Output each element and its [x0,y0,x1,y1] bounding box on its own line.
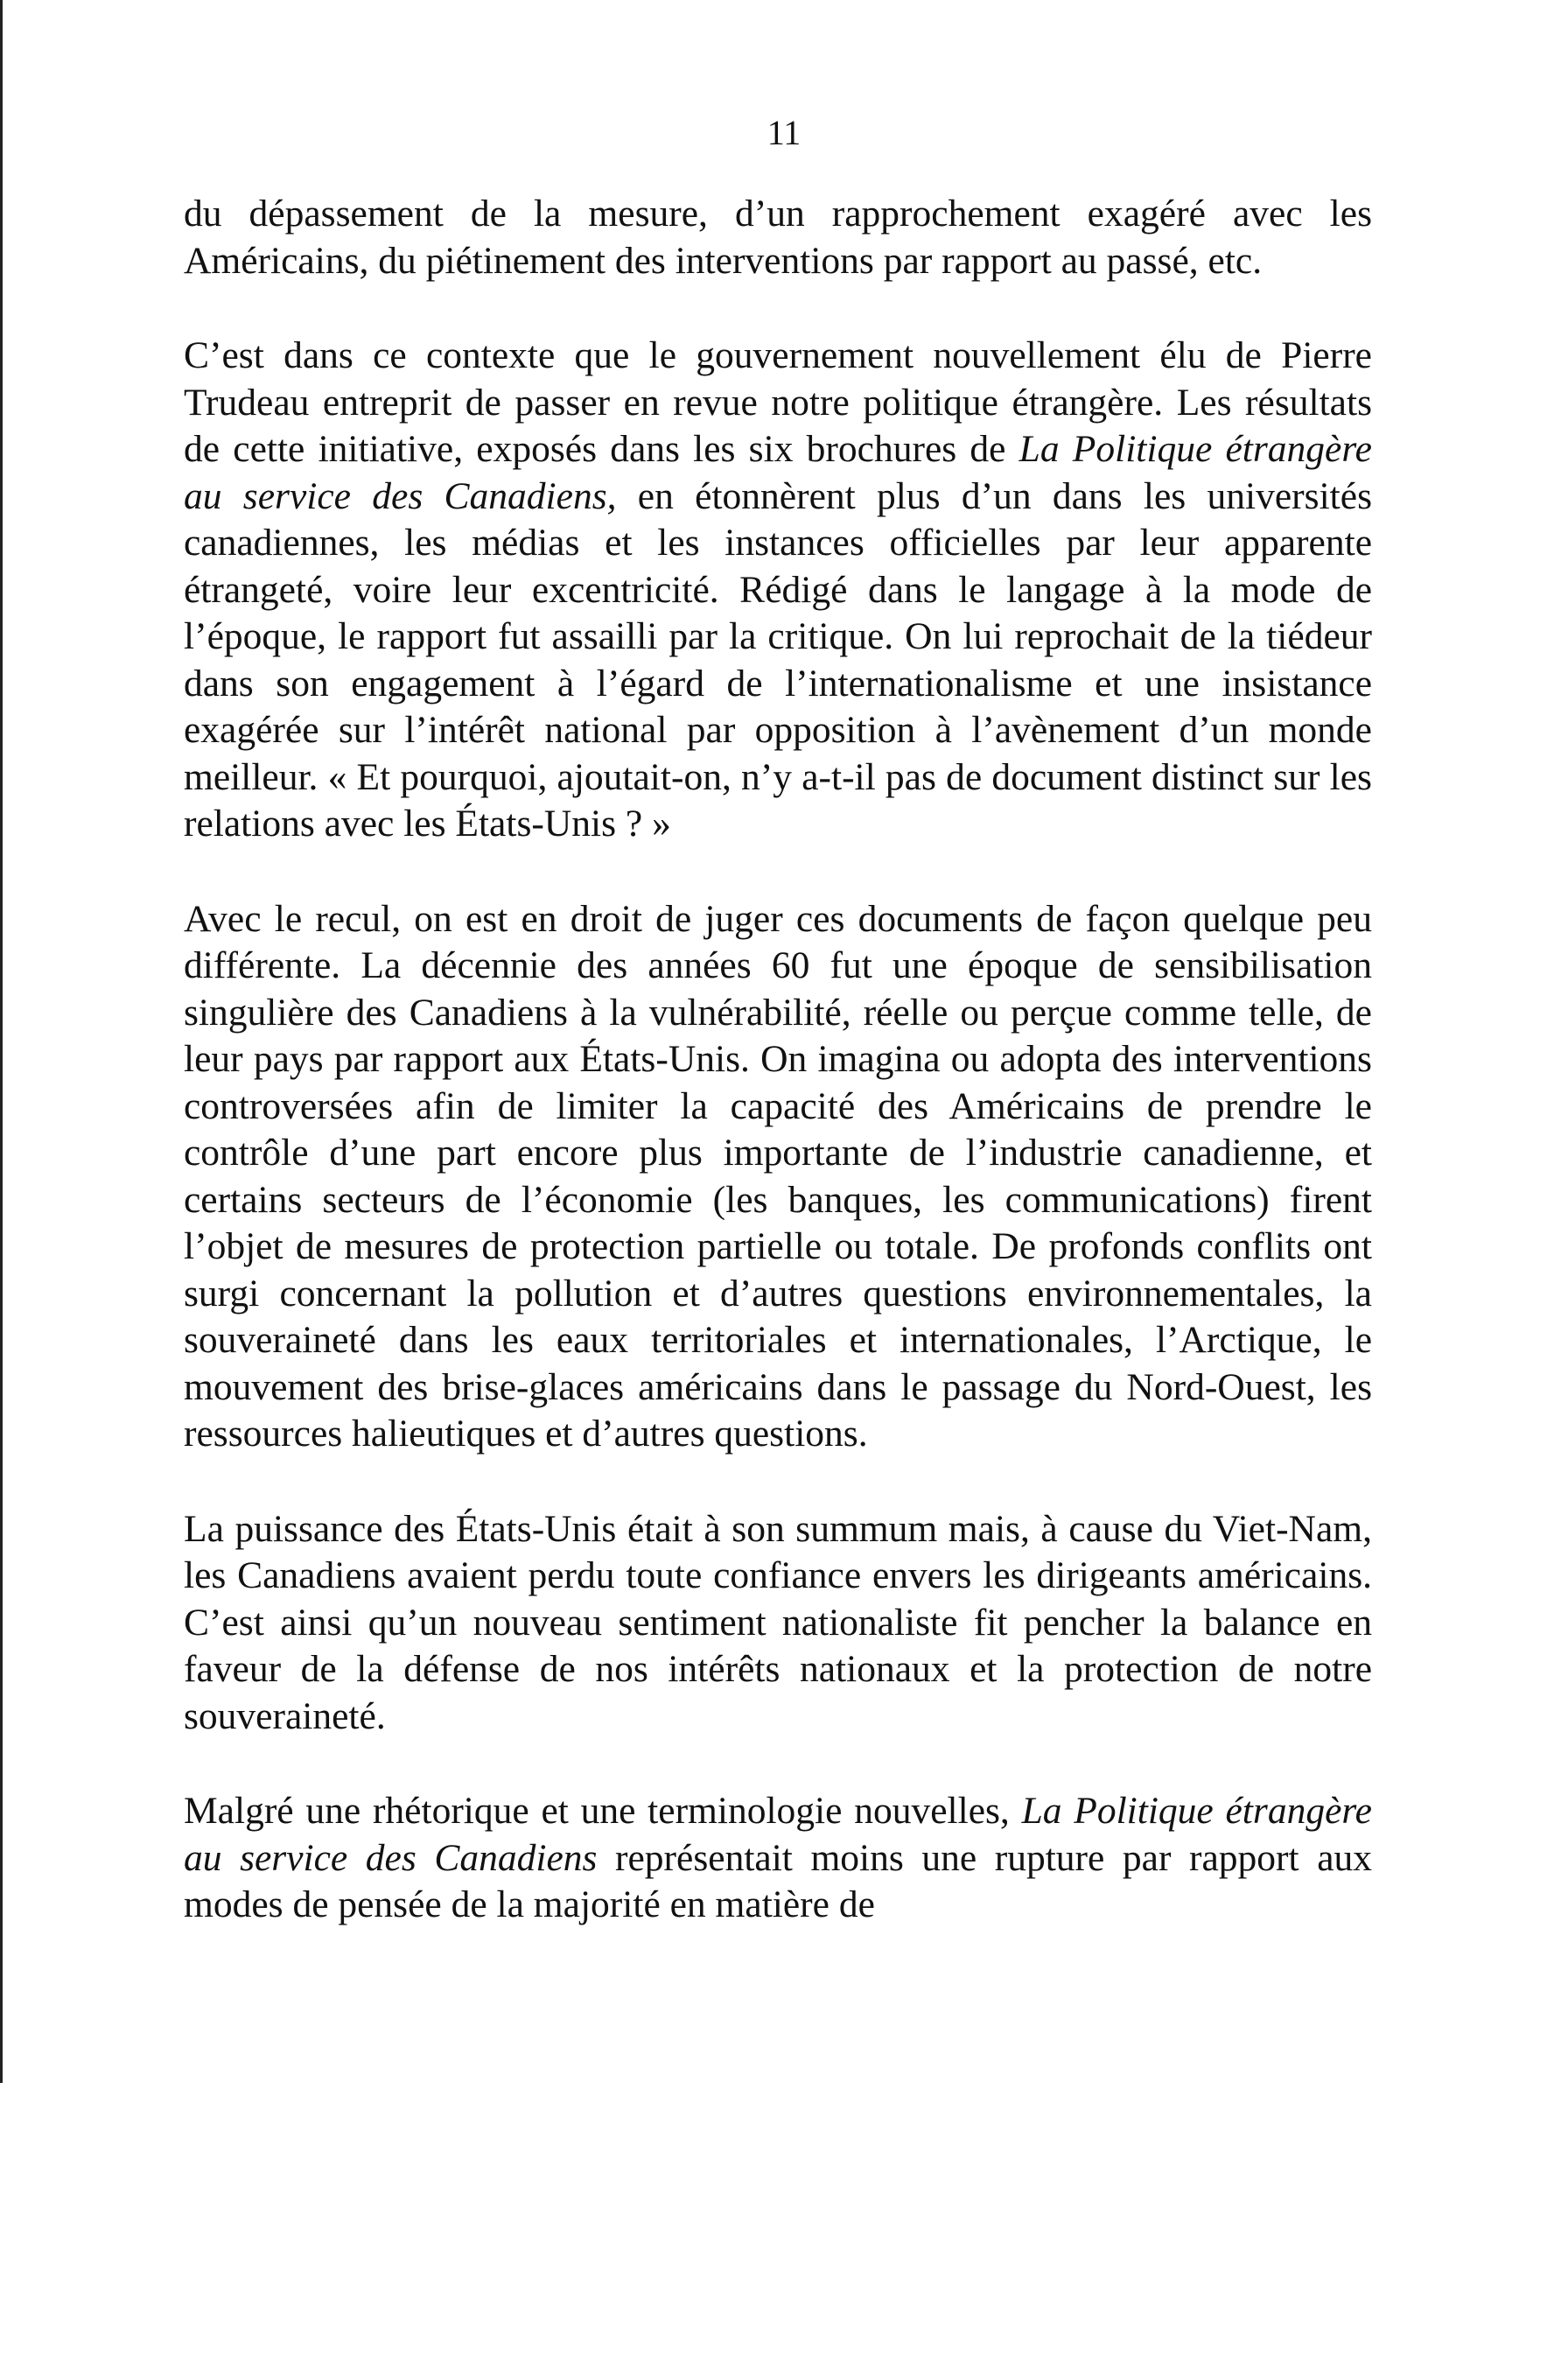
paragraph-2-text-end: en étonnèrent plus d’un dans les universités canadiennes, les médias et les instances officielles par leur apparente étrangeté, voire leur excentricité. Rédigé dans le langage à la mode de l’époque, le rapport fut assailli par la critique. On lui reprochait de la tiédeur dans son engagement à l’égard de l’internationalisme et une insistance exagérée sur l’intérêt national par opposition à l’avènement d’un monde meilleur. « Et pourquoi, ajoutait-on, n’y a-t-il pas de document distinct sur les relations avec les États-Unis ? » [184,474,1372,845]
paragraph-5-text-start: Malgré une rhétorique et une terminologie nouvelles, [184,1790,1022,1832]
paragraph-5 [184,1788,1372,1929]
paragraph-2-text-start: C’est dans ce contexte que le gouvernement nouvellement élu de Pierre Trudeau entreprit de passer en revue notre politique étrangère. Les résultats de cette initiative, exposés dans les six brochures de [184,334,1372,470]
body-text [184,191,1372,1977]
paragraph-3: Avec le recul, on est en droit de juger ces documents de façon quelque peu différente. La décennie des années 60 fut une époque de sensibilisation singulière des Canadiens à la vulnérabilité, réelle ou perçue comme telle, de leur pays par rapport aux États-Unis. On imagina ou adopta des interventions controversées afin de limiter la capacité des Américains de prendre le contrôle d’une part encore plus importante de l’industrie canadienne, et certains secteurs de l’économie (les banques, les communications) firent l’objet de mesures de protection partielle ou totale. De profonds conflits ont surgi concernant la pollution et d’autres questions environnementales, la souveraineté dans les eaux territoriales et internationales, l’Arctique, le mouvement des brise-glaces américains dans le passage du Nord-Ouest, les ressources halieutiques et d’autres questions. [184,897,1372,1455]
paragraph-5-italic-title: La Politique étrangère au service des Canadiens [184,1790,1372,1879]
page-number: 11 [766,113,802,152]
scan-edge-line [0,0,3,2083]
paragraph-2-italic-title: La Politique étrangère au service des Canadiens, [184,428,1372,517]
paragraph-2 [184,333,1372,848]
paragraph-4: La puissance des États-Unis était à son summum mais, à cause du Viet-Nam, les Canadiens avaient perdu toute confiance envers les dirigeants américains. C’est ainsi qu’un nouveau sentiment nationaliste fit pencher la balance en faveur de la défense de nos intérêts nationaux et la protection de notre souveraineté. [184,1507,1372,1737]
paragraph-1: du dépassement de la mesure, d’un rapprochement exagéré avec les Américains, du piétinement des interventions par rapport au passé, etc. [184,193,1372,282]
paragraph-5-text-end: représentait moins une rupture par rapport aux modes de pensée de la majorité en matière de [184,1836,1372,1925]
